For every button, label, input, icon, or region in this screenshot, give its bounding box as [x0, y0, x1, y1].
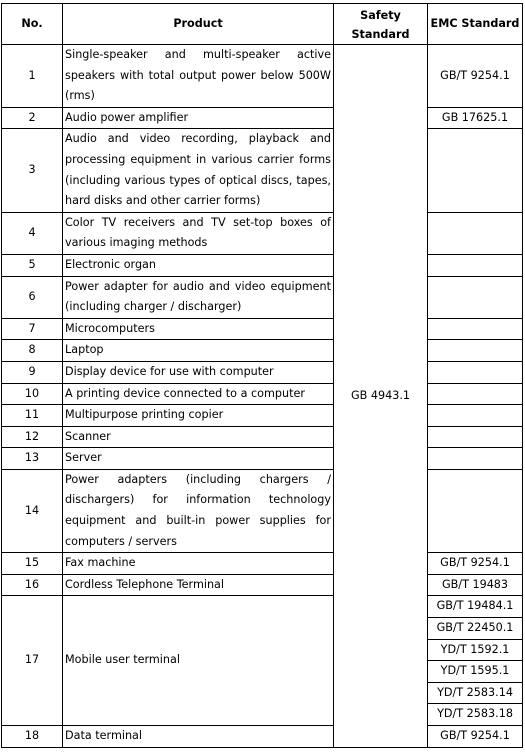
product-name: Color TV receivers and TV set-top boxes of various imaging methods	[63, 212, 334, 254]
emc-standard-cell	[428, 448, 523, 470]
emc-standard-cell: GB/T 9254.1	[428, 553, 523, 575]
emc-standard-cell: YD/T 1592.1	[428, 639, 523, 661]
row-number: 10	[2, 383, 63, 405]
emc-standard-cell	[428, 212, 523, 254]
table-row	[2, 448, 523, 470]
table-row	[2, 107, 523, 129]
standards-table-wrapper	[1, 3, 523, 748]
safety-standard-cell: GB 4943.1	[334, 45, 428, 748]
row-number: 1	[2, 45, 63, 108]
table-body	[2, 45, 523, 748]
product-name: Power adapter for audio and video equipment (including charger / discharger)	[63, 276, 334, 318]
emc-standard-cell	[428, 469, 523, 552]
table-row	[2, 383, 523, 405]
emc-standard-cell: GB/T 9254.1	[428, 726, 523, 748]
emc-standard-cell	[428, 318, 523, 340]
emc-standard-cell	[428, 340, 523, 362]
row-number: 16	[2, 574, 63, 596]
emc-standard-cell: YD/T 2583.18	[428, 704, 523, 726]
table-row	[2, 361, 523, 383]
table-row	[2, 254, 523, 276]
table-row	[2, 212, 523, 254]
row-number: 17	[2, 596, 63, 726]
table-row	[2, 574, 523, 596]
standards-table	[1, 3, 523, 748]
row-number: 2	[2, 107, 63, 129]
header-safety-standard	[334, 4, 428, 45]
row-number: 4	[2, 212, 63, 254]
product-name: Microcomputers	[63, 318, 334, 340]
row-number: 3	[2, 129, 63, 212]
header-safety-line2: Standard	[351, 27, 410, 41]
header-emc-standard: EMC Standard	[428, 4, 523, 45]
table-row	[2, 553, 523, 575]
table-row	[2, 276, 523, 318]
product-name: Fax machine	[63, 553, 334, 575]
emc-standard-cell	[428, 254, 523, 276]
row-number: 14	[2, 469, 63, 552]
emc-standard-cell	[428, 361, 523, 383]
emc-standard-cell: GB/T 9254.1	[428, 45, 523, 108]
product-name: Data terminal	[63, 726, 334, 748]
table-row	[2, 426, 523, 448]
header-safety-line1: Safety	[360, 8, 401, 22]
row-number: 9	[2, 361, 63, 383]
emc-standard-cell: GB/T 22450.1	[428, 618, 523, 640]
table-row	[2, 596, 523, 618]
row-number: 7	[2, 318, 63, 340]
header-product: Product	[63, 4, 334, 45]
emc-standard-cell: GB 17625.1	[428, 107, 523, 129]
table-row	[2, 405, 523, 427]
table-row	[2, 340, 523, 362]
row-number: 5	[2, 254, 63, 276]
product-name: Multipurpose printing copier	[63, 405, 334, 427]
emc-standard-cell: YD/T 1595.1	[428, 661, 523, 683]
product-name: Mobile user terminal	[63, 596, 334, 726]
row-number: 12	[2, 426, 63, 448]
table-row	[2, 726, 523, 748]
product-name: Display device for use with computer	[63, 361, 334, 383]
table-row	[2, 129, 523, 212]
emc-standard-cell	[428, 129, 523, 212]
product-name: Audio and video recording, playback and processing equipment in various carrier forms (including various types of optical discs, tapes, hard disks and other carrier forms)	[63, 129, 334, 212]
table-row	[2, 45, 523, 108]
product-name: Scanner	[63, 426, 334, 448]
emc-standard-cell	[428, 383, 523, 405]
product-name: Laptop	[63, 340, 334, 362]
product-name: A printing device connected to a computer	[63, 383, 334, 405]
product-name: Server	[63, 448, 334, 470]
emc-standard-cell: GB/T 19483	[428, 574, 523, 596]
emc-standard-cell: GB/T 19484.1	[428, 596, 523, 618]
product-name: Cordless Telephone Terminal	[63, 574, 334, 596]
row-number: 18	[2, 726, 63, 748]
row-number: 6	[2, 276, 63, 318]
product-name: Power adapters (including chargers / dischargers) for information technology equipment and built-in power supplies for computers / servers	[63, 469, 334, 552]
product-name: Audio power amplifier	[63, 107, 334, 129]
emc-standard-cell: YD/T 2583.14	[428, 682, 523, 704]
row-number: 13	[2, 448, 63, 470]
row-number: 11	[2, 405, 63, 427]
product-name: Single-speaker and multi-speaker active speakers with total output power below 500W (rms)	[63, 45, 334, 108]
table-row	[2, 318, 523, 340]
row-number: 8	[2, 340, 63, 362]
row-number: 15	[2, 553, 63, 575]
table-row	[2, 469, 523, 552]
header-row	[2, 4, 523, 45]
emc-standard-cell	[428, 276, 523, 318]
header-no: No.	[2, 4, 63, 45]
emc-standard-cell	[428, 426, 523, 448]
product-name: Electronic organ	[63, 254, 334, 276]
emc-standard-cell	[428, 405, 523, 427]
